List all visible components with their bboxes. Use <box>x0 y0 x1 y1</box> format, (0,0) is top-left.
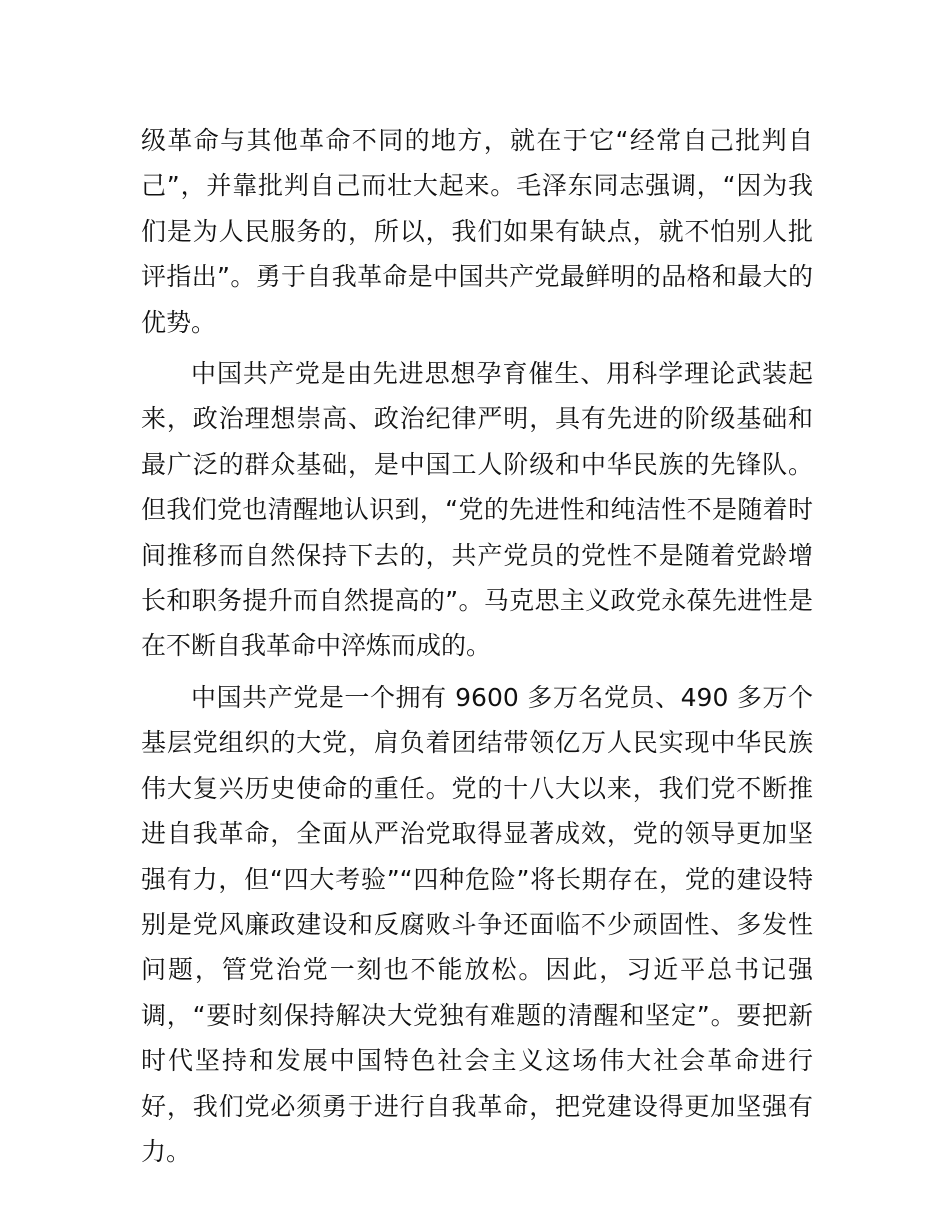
paragraph-party-advancement: 中国共产党是由先进思想孕育催生、用科学理论武装起来，政治理想崇高、政治纪律严明，具有先进的阶级基础和最广泛的群众基础，是中国工人阶级和中华民族的先锋队。但我们党也清醒地认识到，“党的先进性和纯洁性不是随着时间推移而自然保持下去的，共产党员的党性不是随着党龄增长和职务提升而自然提高的”。马克思主义政党永葆先进性是在不断自我革命中淬炼而成的。 <box>141 359 813 661</box>
document-body <box>141 118 813 1180</box>
paragraph-party-self-revolution: 中国共产党是一个拥有 9600 多万名党员、490 多万个基层党组织的大党，肩负着团结带领亿万人民实现中华民族伟大复兴历史使命的重任。党的十八大以来，我们党不断推进自我革命，全面从严治党取得显著成效，党的领导更加坚强有力，但“四大考验”“四种危险”将长期存在，党的建设特别是党风廉政建设和反腐败斗争还面临不少顽固性、多发性问题，管党治党一刻也不能放松。因此，习近平总书记强调，“要时刻保持解决大党独有难题的清醒和坚定”。要把新时代坚持和发展中国特色社会主义这场伟大社会革命进行好，我们党必须勇于进行自我革命，把党建设得更加坚强有力。 <box>141 682 813 1166</box>
paragraph-continuation: 级革命与其他革命不同的地方，就在于它“经常自己批判自己”，并靠批判自己而壮大起来。毛泽东同志强调，“因为我们是为人民服务的，所以，我们如果有缺点，就不怕别人批评指出”。勇于自我革命是中国共产党最鲜明的品格和最大的优势。 <box>141 126 813 337</box>
